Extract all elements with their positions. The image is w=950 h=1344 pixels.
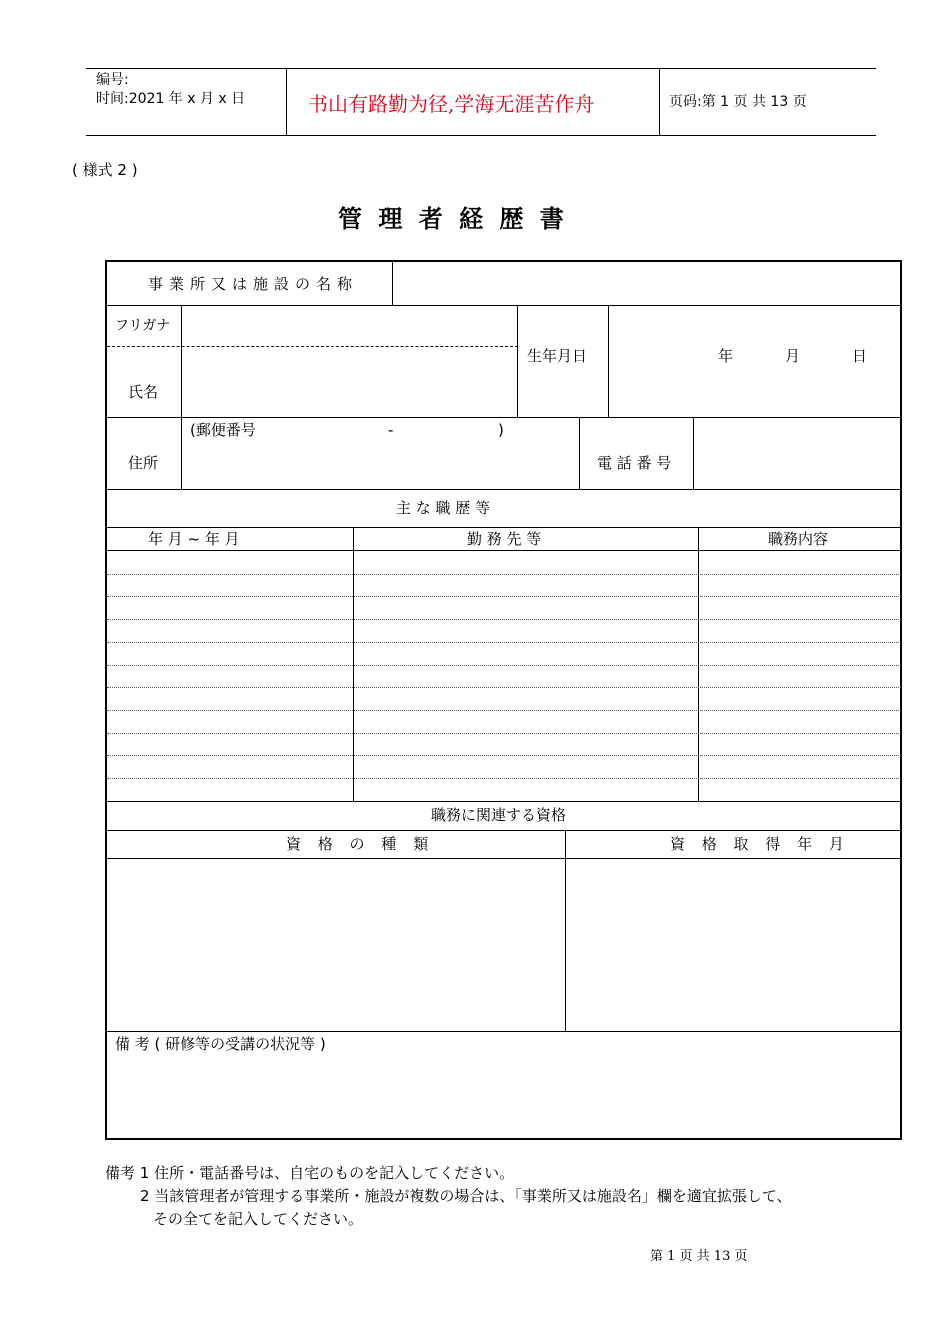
divider bbox=[107, 489, 901, 490]
phone-field[interactable] bbox=[694, 418, 900, 488]
header-motto: 书山有路勤为径,学海无涯苦作舟 bbox=[308, 92, 595, 116]
qualification-date-field[interactable] bbox=[567, 860, 900, 1030]
career-duties-cell[interactable] bbox=[700, 755, 900, 777]
career-period-cell[interactable] bbox=[108, 642, 352, 664]
career-duties-cell[interactable] bbox=[700, 733, 900, 755]
career-duties-cell[interactable] bbox=[700, 778, 900, 800]
facility-name-field[interactable] bbox=[394, 262, 900, 305]
qualification-type-field[interactable] bbox=[108, 860, 564, 1030]
header-page-label: 页码:第 1 页 共 13 页 bbox=[669, 94, 807, 110]
career-employer-cell[interactable] bbox=[355, 687, 697, 709]
header-divider-left bbox=[286, 68, 287, 136]
career-column-period: 年 月 ~ 年 月 bbox=[148, 530, 240, 548]
note-2: 2 当該管理者が管理する事業所・施設が複数の場合は、「事業所又は施設名」欄を適宜拡張して、 bbox=[140, 1187, 792, 1205]
divider bbox=[107, 1031, 901, 1032]
career-employer-cell[interactable] bbox=[355, 574, 697, 596]
divider bbox=[107, 830, 901, 831]
divider bbox=[107, 858, 901, 859]
divider bbox=[517, 306, 518, 418]
career-period-cell[interactable] bbox=[108, 665, 352, 687]
career-employer-cell[interactable] bbox=[355, 596, 697, 618]
note-1: 備考 1 住所・電話番号は、自宅のものを記入してください。 bbox=[105, 1164, 515, 1182]
page-title: 管 理 者 経 歴 書 bbox=[338, 205, 568, 233]
career-duties-cell[interactable] bbox=[700, 596, 900, 618]
name-label: 氏名 bbox=[128, 383, 159, 401]
furigana-label: フリガナ bbox=[115, 318, 171, 334]
career-column-duties: 職務内容 bbox=[768, 530, 829, 548]
career-period-cell[interactable] bbox=[108, 687, 352, 709]
career-employer-cell[interactable] bbox=[355, 619, 697, 641]
note-2-continued: その全てを記入してください。 bbox=[153, 1210, 364, 1228]
career-period-cell[interactable] bbox=[108, 574, 352, 596]
career-employer-cell[interactable] bbox=[355, 778, 697, 800]
divider bbox=[107, 346, 518, 347]
birthdate-day-label: 日 bbox=[852, 347, 868, 365]
header-bottom-rule bbox=[86, 135, 876, 136]
career-period-cell[interactable] bbox=[108, 778, 352, 800]
career-period-cell[interactable] bbox=[108, 755, 352, 777]
career-employer-cell[interactable] bbox=[355, 665, 697, 687]
remarks-label: 備 考 ( 研修等の受講の状況等 ) bbox=[115, 1035, 326, 1053]
postal-code-close: ) bbox=[498, 421, 504, 439]
birthdate-label: 生年月日 bbox=[527, 347, 588, 365]
form-style-label: ( 様式 2 ) bbox=[72, 161, 138, 179]
career-employer-cell[interactable] bbox=[355, 642, 697, 664]
header-divider-right bbox=[659, 68, 660, 136]
remarks-field[interactable] bbox=[108, 1058, 900, 1138]
career-duties-cell[interactable] bbox=[700, 551, 900, 573]
divider bbox=[392, 262, 393, 305]
furigana-field[interactable] bbox=[182, 306, 517, 346]
postal-code-dash: - bbox=[388, 421, 394, 439]
header-number-label: 编号: bbox=[96, 72, 129, 88]
career-duties-cell[interactable] bbox=[700, 665, 900, 687]
header-top-rule bbox=[86, 68, 876, 69]
career-employer-cell[interactable] bbox=[355, 710, 697, 732]
career-duties-cell[interactable] bbox=[700, 642, 900, 664]
career-duties-cell[interactable] bbox=[700, 710, 900, 732]
career-duties-cell[interactable] bbox=[700, 574, 900, 596]
career-duties-cell[interactable] bbox=[700, 619, 900, 641]
career-period-cell[interactable] bbox=[108, 596, 352, 618]
divider bbox=[107, 801, 901, 802]
divider bbox=[565, 831, 566, 1031]
career-period-cell[interactable] bbox=[108, 733, 352, 755]
phone-label: 電 話 番 号 bbox=[597, 454, 672, 472]
birthdate-month-label: 月 bbox=[785, 347, 801, 365]
career-employer-cell[interactable] bbox=[355, 733, 697, 755]
divider bbox=[579, 418, 580, 489]
career-period-cell[interactable] bbox=[108, 551, 352, 573]
name-field[interactable] bbox=[182, 348, 517, 417]
career-employer-cell[interactable] bbox=[355, 755, 697, 777]
address-field[interactable] bbox=[182, 442, 579, 488]
career-period-cell[interactable] bbox=[108, 619, 352, 641]
qualification-section-heading: 職務に関連する資格 bbox=[431, 806, 567, 824]
birthdate-year-label: 年 bbox=[718, 347, 734, 365]
career-employer-cell[interactable] bbox=[355, 551, 697, 573]
divider bbox=[107, 527, 901, 528]
facility-name-label: 事業所又は施設の名称 bbox=[148, 275, 359, 293]
address-label: 住所 bbox=[128, 454, 159, 472]
career-section-heading: 主 な 職 歴 等 bbox=[396, 499, 491, 517]
header-time-label: 时间:2021 年 x 月 x 日 bbox=[96, 91, 246, 107]
qualification-column-date: 資 格 取 得 年 月 bbox=[670, 835, 850, 853]
qualification-column-type: 資 格 の 種 類 bbox=[286, 835, 435, 853]
career-column-employer: 勤 務 先 等 bbox=[467, 530, 542, 548]
postal-code-open: (郵便番号 bbox=[190, 421, 256, 439]
career-period-cell[interactable] bbox=[108, 710, 352, 732]
footer-page-number: 第 1 页 共 13 页 bbox=[650, 1249, 748, 1264]
career-duties-cell[interactable] bbox=[700, 687, 900, 709]
